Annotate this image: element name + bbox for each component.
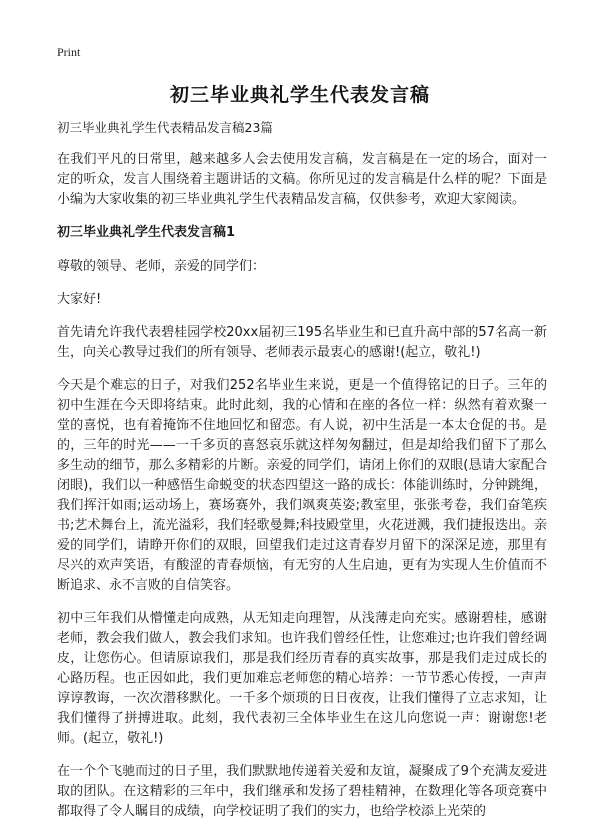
- salutation-paragraph: 尊敬的领导、老师，亲爱的同学们：: [57, 259, 266, 274]
- body-paragraph: 初中三年我们从懵懂走向成熟，从无知走向理智，从浅薄走向充实。感谢碧桂，感谢老师，教会我们做人，教会我们求知。也许我们曾经任性，让您难过;也许我们曾经调皮，让您伤心。但请原谅我们，那是我们经历青春的真实故事，那是我们走过成长的心路历程。也正因如此，我们更加难忘老师您的精心培养：一节节悉心传授，一声声谆谆教诲，一次次潜移默化。一千多个烦琐的日日夜夜，让我们懂得了立志求知，让我们懂得了拼搏进取。此刻，我代表初三全体毕业生在这儿向您说一声：谢谢您!老师。(起立，敬礼!): [57, 611, 547, 746]
- body-paragraph: 今天是个难忘的日子，对我们252名毕业生来说，更是一个值得铭记的日子。三年的初中生涯在今天即将结束。此时此刻，我的心情和在座的各位一样：纵然有着欢聚一堂的喜悦，也有着掩饰不住地回忆和留恋。有人说，初中生活是一本太仓促的书。是的，三年的时光——一千多页的喜怒哀乐就这样匆匆翻过，但是却给我们留下了那么多生动的细节，那么多精彩的片断。亲爱的同学们，请闭上你们的双眼(恳请大家配合闭眼)，我们以一种感悟生命蜕变的状态四望这一路的成长：体能训练时，分钟跳绳，我们挥汗如雨;运动场上，赛场赛外，我们飒爽英姿;教室里，张张考卷，我们奋笔疾书;艺术舞台上，流光溢彩，我们轻歌曼舞;科技殿堂里，火花迸溅，我们捷报迭出。亲爱的同学们，请睁开你们的双眼，回望我们走过这青春岁月留下的深深足迹，那里有尽兴的欢声笑语，有酸涩的青春烦恼，有无穷的人生启迪，更有为实现人生价值而不断追求、永不言败的自信笑容。: [57, 378, 547, 593]
- document-body: [57, 118, 547, 828]
- print-label: Print: [57, 45, 81, 59]
- body-paragraph: 首先请允许我代表碧桂园学校20xx届初三195名毕业生和已直升高中部的57名高一新生，向关心教导过我们的所有领导、老师表示最衷心的感谢!(起立，敬礼!): [57, 325, 547, 360]
- document-subtitle: 初三毕业典礼学生代表精品发言稿23篇: [57, 120, 273, 135]
- page-title: 初三毕业典礼学生代表发言稿: [169, 84, 430, 106]
- greeting-paragraph: 大家好!: [57, 292, 102, 307]
- section-heading: 初三毕业典礼学生代表发言稿1: [57, 225, 236, 240]
- intro-paragraph: 在我们平凡的日常里，越来越多人会去使用发言稿，发言稿是在一定的场合，面对一定的听众，发言人围绕着主题讲话的文稿。你所见过的发言稿是什么样的呢？下面是小编为大家收集的初三毕业典礼学生代表精品发言稿，仅供参考，欢迎大家阅读。: [57, 152, 547, 207]
- body-paragraph: 在一个个飞驰而过的日子里，我们默默地传递着关爱和友谊，凝聚成了9个充满友爱进取的团队。在这精彩的三年中，我们继承和发扬了碧桂精神，在数理化等各项竞赛中都取得了令人瞩目的成绩，向学校证明了我们的实力，也给学校添上光荣的: [57, 764, 547, 819]
